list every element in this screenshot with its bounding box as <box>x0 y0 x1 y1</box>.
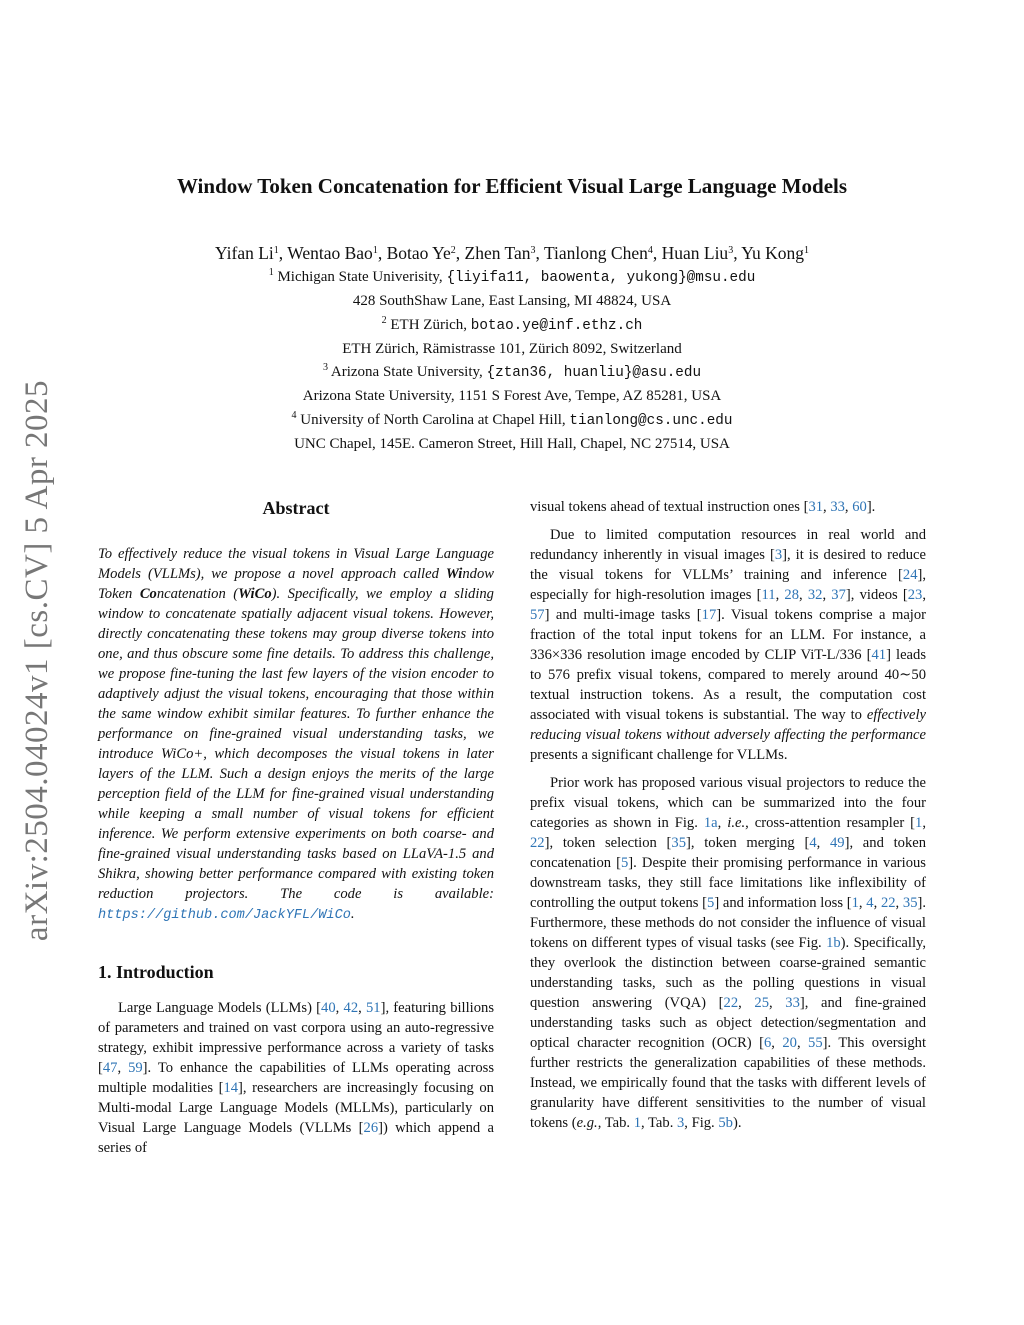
abstract-fragment: WiCo <box>238 586 272 602</box>
intro-paragraph-1-continued <box>530 497 926 517</box>
text-fragment: ]. This oversight further restricts the generalization capabilities of these methods. Instead, we empirically found that the tasks with different levels of granularity have different sensitivities to the number of visual tokens ( <box>530 1035 927 1131</box>
citation-link[interactable]: 4 <box>866 895 874 911</box>
text-fragment: ). Specifically, they overlook the distinction between coarse-grained semantic understanding tasks, such as the polling questions in visual question answering (VQA) [ <box>530 935 926 1011</box>
citation-link[interactable]: 60 <box>852 499 867 515</box>
author-affiliation-mark: 1 <box>372 245 378 256</box>
paper-title: Window Token Concatenation for Efficient Visual Large Language Models <box>176 174 848 198</box>
text-fragment: , <box>738 995 755 1011</box>
citation-link[interactable]: 51 <box>365 1000 381 1016</box>
affiliation-name: Michigan State Univerisity, <box>277 269 443 285</box>
citation-link[interactable]: 33 <box>830 499 845 515</box>
abstract-text <box>98 544 494 926</box>
affiliation-line <box>100 266 924 290</box>
affiliation-number: 1 <box>268 267 274 278</box>
text-fragment: Prior work has proposed various visual projectors to reduce the prefix visual tokens, which can be summarized into the four categories as shown in Fig. <box>530 775 926 831</box>
text-fragment: ] leads to 576 prefix visual tokens, compared to merely around 40∼50 textual instruction tokens. As a result, the computation cost associated with visual tokens is substantial. The way to <box>530 647 926 723</box>
text-fragment: ], featuring billions of parameters and trained on vast corpora using an auto-regressive strategy, exhibit impressive performance across a variety of tasks [ <box>98 1000 494 1076</box>
text-fragment: , <box>822 587 832 603</box>
citation-link[interactable]: 26 <box>363 1120 379 1136</box>
text-fragment: ], videos [ <box>845 587 908 603</box>
intro-paragraph-2 <box>530 525 926 765</box>
arxiv-sidebar <box>8 360 68 960</box>
text-fragment: ], researchers are increasingly focusing on Multi-modal Large Language Models (MLLMs), particularly on Visual Large Language Models (VLLMs [ <box>98 1080 494 1136</box>
text-fragment: ], it is desired to reduce the visual tokens for VLLMs’ training and inference [ <box>530 547 926 583</box>
affiliation-email: {ztan36, huanliu}@asu.edu <box>486 365 702 382</box>
text-fragment: , <box>771 1035 783 1051</box>
text-emphasis: i.e. <box>727 815 746 831</box>
citation-link[interactable]: 6 <box>763 1035 772 1051</box>
text-fragment: ]. <box>866 499 876 515</box>
citation-link[interactable]: 37 <box>831 587 846 603</box>
citation-link[interactable]: 22 <box>880 895 896 911</box>
text-fragment: ] and information loss [ <box>714 895 852 911</box>
affiliation-number: 2 <box>381 314 387 326</box>
text-fragment: , <box>816 835 830 851</box>
affiliation-name: Arizona State University, <box>330 364 483 381</box>
citation-link[interactable]: 49 <box>829 835 845 851</box>
affiliation-number: 4 <box>291 409 297 421</box>
abstract-fragment: ). Specifically, we employ a sliding window to concatenate spatially adjacent visual tokens. However, directly concatenating these tokens may group diverse tokens into one, and thus obscure some fine details. To address this challenge, we propose fine-tuning the last few layers of the vision encoder to adaptively adjust the visual tokens, encouraging that those within the same window exhibit similar features. To further enhance the performance on fine-grained visual understanding tasks, we introduce WiCo+, which decomposes the visual tokens in later layers of the LLM. Such a design enjoys the merits of the large perception field of the LLM for fine-grained visual understanding while keeping a small number of visual tokens for efficient inference. We perform extensive experiments on both coarse- and fine-grained visual understanding tasks based on LLaVA-1.5 and Shikra, showing better performance compared with existing token reduction projectors. The code is available: <box>98 586 494 902</box>
citation-link[interactable]: 1 <box>915 815 923 831</box>
citation-link[interactable]: 35 <box>671 835 686 851</box>
text-fragment: ], token merging [ <box>686 835 810 851</box>
text-fragment: , <box>358 1000 366 1016</box>
author-name: Botao Ye <box>386 243 451 263</box>
affiliation-name: ETH Zürich, <box>390 316 468 333</box>
text-fragment: , cross-attention resampler [ <box>745 815 916 831</box>
text-fragment: , <box>717 815 728 831</box>
author-block <box>100 240 924 456</box>
text-fragment: , <box>117 1060 129 1076</box>
arxiv-identifier: arXiv:2504.04024v1 [cs.CV] 5 Apr 2025 <box>19 379 56 941</box>
text-fragment: , Fig. <box>684 1115 719 1131</box>
affiliation-number: 3 <box>322 362 328 374</box>
text-fragment: , <box>922 587 926 603</box>
affiliation-name: University of North Carolina at Chapel Hill, <box>300 411 566 428</box>
citation-link[interactable]: 4 <box>809 835 817 851</box>
section-heading: 1. Introduction <box>98 962 214 982</box>
text-fragment: , <box>844 499 853 515</box>
abstract-fragment: ndow Token <box>98 566 494 602</box>
text-fragment: , <box>768 995 786 1011</box>
affiliation-address: Arizona State University, 1151 S Forest Ave, Tempe, AZ 85281, USA <box>302 388 722 405</box>
citation-link[interactable]: 3 <box>774 547 783 563</box>
affiliation-line <box>100 314 924 338</box>
citation-link[interactable]: 17 <box>701 607 717 623</box>
text-fragment: , <box>335 1000 344 1016</box>
citation-link[interactable]: 47 <box>102 1060 118 1076</box>
text-fragment: , <box>895 895 903 911</box>
text-fragment: ]. To enhance the capabilities of LLMs operating across multiple modalities [ <box>98 1060 495 1096</box>
abstract-fragment: . <box>350 906 355 922</box>
table-reference-link[interactable]: 1 <box>633 1115 641 1131</box>
citation-link[interactable]: 5 <box>621 855 629 871</box>
affiliation-email: {liyifa11, baowenta, yukong}@msu.edu <box>446 270 756 286</box>
citation-link[interactable]: 55 <box>808 1035 823 1051</box>
intro-paragraph-3 <box>530 773 926 1133</box>
author-affiliation-mark: 3 <box>530 245 536 256</box>
text-fragment: ). <box>732 1115 742 1131</box>
affiliation-address: UNC Chapel, 145E. Cameron Street, Hill Hall, Chapel, NC 27514, USA <box>294 436 730 453</box>
text-fragment: ]. Despite their promising performance in various downstream tasks, they still face limitations like inflexibility of controlling the output tokens [ <box>530 855 926 911</box>
citation-link[interactable]: 23 <box>907 587 923 603</box>
author-name: Zhen Tan <box>464 243 531 263</box>
author-affiliation-mark: 2 <box>450 245 456 256</box>
text-fragment: ]. Furthermore, these methods do not consider the influence of visual tokens on different types of visual tasks (see Fig. <box>530 895 927 951</box>
author-affiliation-mark: 1 <box>273 245 279 256</box>
text-fragment: Due to limited computation resources in real world and redundancy inherently in visual images [ <box>530 527 926 563</box>
text-fragment: ] and multi-image tasks [ <box>544 607 702 623</box>
citation-link[interactable]: 42 <box>343 1000 359 1016</box>
citation-link[interactable]: 57 <box>530 607 545 623</box>
citation-link[interactable]: 24 <box>902 567 918 583</box>
author-name: Yu Kong <box>741 243 805 263</box>
text-fragment: , <box>922 815 926 831</box>
text-fragment: ], token selection [ <box>544 835 672 851</box>
author-affiliation-mark: 4 <box>647 245 653 256</box>
affiliation-address: ETH Zürich, Rämistrasse 101, Zürich 8092, Switzerland <box>342 340 682 357</box>
citation-link[interactable]: 20 <box>782 1035 797 1051</box>
figure-reference-link[interactable]: 5b <box>718 1115 733 1131</box>
citation-link[interactable]: 25 <box>754 995 769 1011</box>
abstract-fragment: To effectively reduce the visual tokens in Visual Large Language Models (VLLMs), we propose a novel approach called <box>98 546 494 582</box>
text-fragment: , <box>796 1035 809 1051</box>
citation-link[interactable]: 33 <box>785 995 800 1011</box>
citation-link[interactable]: 14 <box>223 1080 239 1096</box>
citation-link[interactable]: 1 <box>851 895 859 911</box>
citation-link[interactable]: 32 <box>807 587 823 603</box>
author-affiliation-mark: 1 <box>804 245 810 256</box>
abstract-fragment: Co <box>139 586 157 602</box>
text-fragment: ]) which append a series of <box>98 1120 494 1156</box>
citation-link[interactable]: 5 <box>707 895 715 911</box>
author-name: Wentao Bao <box>287 243 373 263</box>
text-fragment: , <box>823 499 831 515</box>
author-name: Tianlong Chen <box>543 243 648 263</box>
abstract-fragment: ncatenation ( <box>156 586 239 602</box>
affiliation-line <box>100 409 924 433</box>
citation-link[interactable]: 59 <box>128 1060 143 1076</box>
abstract-heading: Abstract <box>262 498 330 518</box>
citation-link[interactable]: 28 <box>784 587 800 603</box>
affiliation-line <box>100 361 924 385</box>
text-fragment: , <box>799 587 808 603</box>
text-fragment: , <box>873 895 881 911</box>
text-fragment: ], and fine-grained understanding tasks such as object detection/segmentation and optical character recognition (OCR) [ <box>530 995 927 1051</box>
citation-link[interactable]: 40 <box>321 1000 336 1016</box>
text-emphasis: effectively reducing visual tokens without adversely affecting the performance <box>530 707 926 743</box>
text-fragment: , Tab. <box>641 1115 677 1131</box>
text-fragment: Large Language Models (LLMs) [ <box>118 1000 322 1016</box>
abstract-fragment: Wi <box>445 566 463 582</box>
text-fragment: ], and token concatenation [ <box>530 835 927 871</box>
author-name: Yifan Li <box>214 243 274 263</box>
author-name: Huan Liu <box>661 243 729 263</box>
citation-link[interactable]: 11 <box>761 587 776 603</box>
text-fragment: visual tokens ahead of textual instruction ones [ <box>530 499 809 515</box>
citation-link[interactable]: 31 <box>808 499 824 515</box>
text-fragment: , Tab. <box>597 1115 634 1131</box>
right-column <box>530 497 926 1133</box>
figure-reference-link[interactable]: 22 <box>723 995 739 1011</box>
citation-link[interactable]: 22 <box>530 835 545 851</box>
code-link[interactable]: https://github.com/JackYFL/WiCo <box>98 908 351 923</box>
affiliation-email: tianlong@cs.unc.edu <box>569 412 733 429</box>
left-column <box>98 496 494 1158</box>
text-fragment: ], especially for high-resolution images [ <box>530 567 926 603</box>
text-fragment: presents a significant challenge for VLLMs. <box>530 747 788 763</box>
affiliation-email: botao.ye@inf.ethz.ch <box>470 317 643 334</box>
affiliation-address: 428 SouthShaw Lane, East Lansing, MI 48824, USA <box>352 293 672 310</box>
citation-link[interactable]: 35 <box>902 895 918 911</box>
table-reference-link[interactable]: 3 <box>677 1115 685 1131</box>
citation-link[interactable]: 41 <box>871 647 887 663</box>
text-fragment: , <box>858 895 867 911</box>
figure-reference-link[interactable]: 1a <box>703 815 718 831</box>
text-fragment: ]. Visual tokens comprise a major fraction of the total input tokens for an LLM. For instance, a 336×336 resolution image encoded by CLIP ViT-L/336 [ <box>530 607 927 663</box>
author-list: Yifan Li$^1$, Wentao Bao$^1$, Botao Ye$^2$, Zhen Tan$^3$, Tianlong Chen$^4$, Huan Liu$^3$, Yu Kong$^1$ <box>214 243 810 263</box>
text-fragment: , <box>775 587 785 603</box>
author-affiliation-mark: 3 <box>728 245 734 256</box>
text-emphasis: e.g. <box>576 1115 598 1131</box>
citation-link[interactable]: 1b <box>826 935 841 951</box>
intro-paragraph-1 <box>98 998 494 1158</box>
